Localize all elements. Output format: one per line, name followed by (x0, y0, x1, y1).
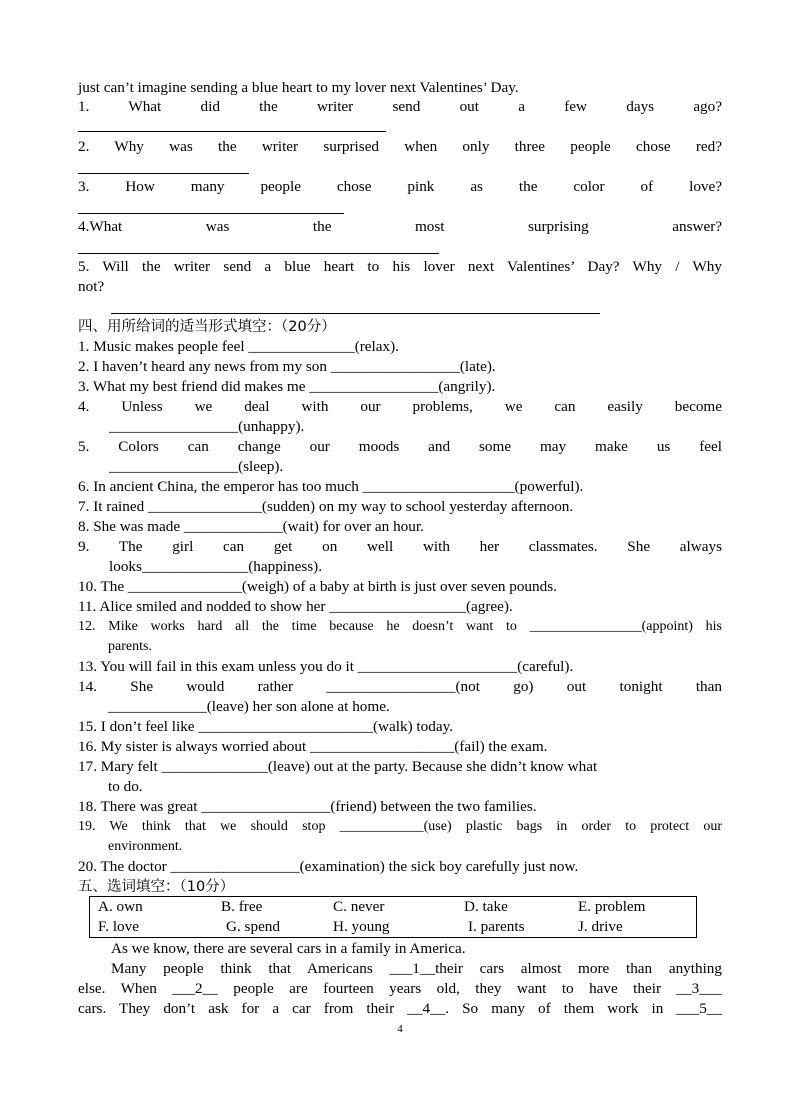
s4-line-16: 16. My sister is always worried about ___________________(fail) the exam. (78, 738, 548, 755)
answer-line-1[interactable] (78, 131, 386, 132)
s4-line-3: 3. What my best friend did makes me _________________(angrily). (78, 378, 496, 395)
s4-line-18: 18. There was great _________________(friend) between the two families. (78, 798, 537, 815)
question-1: 1. What did the writer send out a few days ago? (78, 98, 722, 115)
answer-line-4[interactable] (78, 253, 439, 254)
s4-line-15: 15. I don’t feel like _______________________(walk) today. (78, 718, 453, 735)
section5-title: 五、选词填空：（10分） (78, 879, 235, 895)
question-3: 3. How many people chose pink as the color of love? (78, 178, 722, 195)
word-bank-box (89, 896, 697, 938)
s4-line-19-cont: environment. (108, 839, 183, 854)
passage-line-1: As we know, there are several cars in a family in America. (111, 940, 466, 957)
s4-line-6: 6. In ancient China, the emperor has too much ____________________(powerful). (78, 478, 584, 495)
passage-line-4: cars. They don’t ask for a car from their __4__. So many of them work in ___5__ (78, 1000, 722, 1017)
option-b: B. free (221, 898, 263, 915)
s4-line-1: 1. Music makes people feel ______________(relax). (78, 338, 399, 355)
question-5: 5. Will the writer send a blue heart to his lover next Valentines’ Day? Why / Why (78, 258, 722, 275)
s4-line-7: 7. It rained _______________(sudden) on my way to school yesterday afternoon. (78, 498, 574, 515)
answer-line-3[interactable] (78, 213, 344, 214)
s4-line-4-cont: _________________(unhappy). (109, 418, 305, 435)
s4-line-12-cont: parents. (108, 639, 152, 654)
option-h: H. young (333, 918, 390, 935)
passage-line-2: Many people think that Americans ___1__their cars almost more than anything (111, 960, 722, 977)
section4-title: 四、用所给词的适当形式填空：（20分） (78, 319, 336, 335)
option-f: F. love (98, 918, 139, 935)
s4-line-9: 9. The girl can get on well with her classmates. She always (78, 538, 722, 555)
s4-line-10: 10. The _______________(weigh) of a baby at birth is just over seven pounds. (78, 578, 557, 595)
s4-line-19: 19. We think that we should stop ____________(use) plastic bags in order to protect our (78, 819, 722, 834)
option-e: E. problem (578, 898, 646, 915)
passage-line-3: else. When ___2__ people are fourteen years old, they want to have their __3___ (78, 980, 722, 997)
question-2: 2. Why was the writer surprised when only three people chose red? (78, 138, 722, 155)
question-4: 4.What was the most surprising answer? (78, 218, 722, 235)
s4-line-12: 12. Mike works hard all the time because he doesn’t want to ________________(appoint) his (78, 619, 722, 634)
s4-line-17: 17. Mary felt ______________(leave) out at the party. Because she didn’t know what (78, 758, 598, 775)
option-a: A. own (98, 898, 143, 915)
s4-line-14-cont: _____________(leave) her son alone at home. (108, 698, 390, 715)
s4-line-14: 14. She would rather _________________(not go) out tonight than (78, 678, 722, 695)
s4-line-5-cont: _________________(sleep). (109, 458, 284, 475)
reading-last-line: just can’t imagine sending a blue heart to my lover next Valentines’ Day. (78, 79, 519, 96)
s4-line-4: 4. Unless we deal with our problems, we can easily become (78, 398, 722, 415)
s4-line-11: 11. Alice smiled and nodded to show her __________________(agree). (78, 598, 513, 615)
option-c: C. never (333, 898, 385, 915)
s4-line-8: 8. She was made _____________(wait) for over an hour. (78, 518, 424, 535)
option-g: G. spend (226, 918, 280, 935)
question-5-cont: not? (78, 278, 105, 295)
option-d: D. take (464, 898, 508, 915)
s4-line-9-cont: looks______________(happiness). (109, 558, 323, 575)
s4-line-20: 20. The doctor _________________(examination) the sick boy carefully just now. (78, 858, 579, 875)
s4-line-17-cont: to do. (108, 778, 143, 795)
option-i: I. parents (468, 918, 525, 935)
s4-line-13: 13. You will fail in this exam unless you do it _____________________(careful). (78, 658, 574, 675)
s4-line-2: 2. I haven’t heard any news from my son _________________(late). (78, 358, 496, 375)
answer-line-2[interactable] (78, 173, 249, 174)
option-j: J. drive (578, 918, 623, 935)
answer-line-5[interactable] (111, 313, 600, 314)
page-number: 4 (397, 1023, 403, 1035)
s4-line-5: 5. Colors can change our moods and some may make us feel (78, 438, 722, 455)
